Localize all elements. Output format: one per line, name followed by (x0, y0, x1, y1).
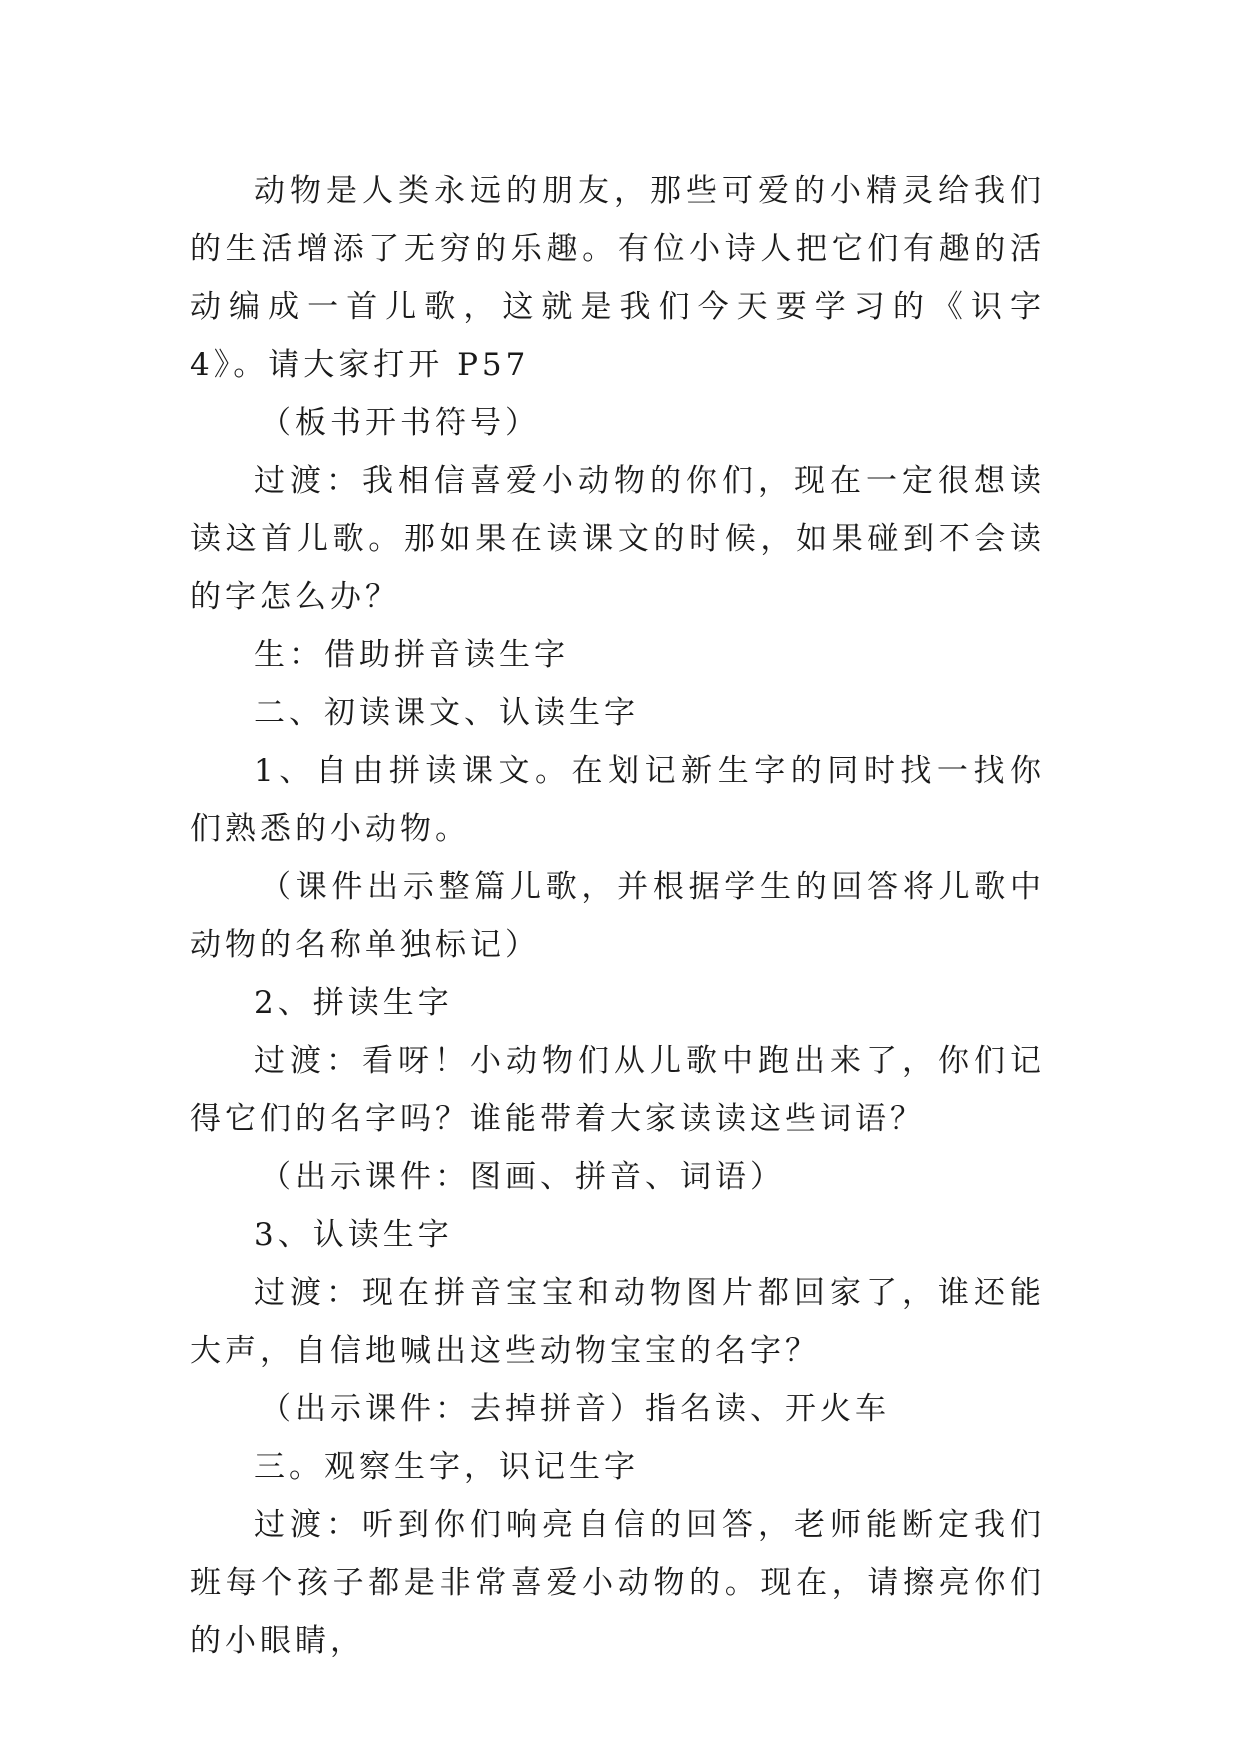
document-body (190, 162, 1045, 1670)
paragraph-step-3: 3、认读生字 (254, 1217, 453, 1253)
paragraph-intro: 动物是人类永远的朋友，那些可爱的小精灵给我们的生活增添了无穷的乐趣。有位小诗人把它们有趣的活动编成一首儿歌，这就是我们今天要学习的《识字 4》。请大家打开 P57 (190, 173, 1045, 383)
paragraph-transition-3: 过渡：现在拼音宝宝和动物图片都回家了，谁还能大声，自信地喊出这些动物宝宝的名字？ (190, 1275, 1045, 1369)
paragraph-courseware-note-3: （出示课件：去掉拼音）指名读、开火车 (260, 1391, 890, 1427)
paragraph-step-2: 2、拼读生字 (254, 985, 453, 1021)
paragraph-courseware-note-2: （出示课件：图画、拼音、词语） (260, 1159, 785, 1195)
section-heading-2: 二、初读课文、认读生字 (254, 695, 639, 731)
paragraph-transition-1: 过渡：我相信喜爱小动物的你们，现在一定很想读读这首儿歌。那如果在读课文的时候，如果碰到不会读的字怎么办？ (190, 463, 1045, 615)
paragraph-step-1: 1、自由拼读课文。在划记新生字的同时找一找你们熟悉的小动物。 (190, 753, 1045, 847)
paragraph-transition-2: 过渡：看呀！小动物们从儿歌中跑出来了，你们记得它们的名字吗？谁能带着大家读读这些词语？ (190, 1043, 1045, 1137)
paragraph-courseware-note-1: （课件出示整篇儿歌，并根据学生的回答将儿歌中动物的名称单独标记） (190, 869, 1045, 963)
paragraph-student-answer: 生：借助拼音读生字 (254, 637, 569, 673)
paragraph-board-note: （板书开书符号） (260, 405, 540, 441)
paragraph-transition-4: 过渡：听到你们响亮自信的回答，老师能断定我们班每个孩子都是非常喜爱小动物的。现在，请擦亮你们的小眼睛， (190, 1507, 1045, 1659)
section-heading-3: 三。观察生字，识记生字 (254, 1449, 639, 1485)
